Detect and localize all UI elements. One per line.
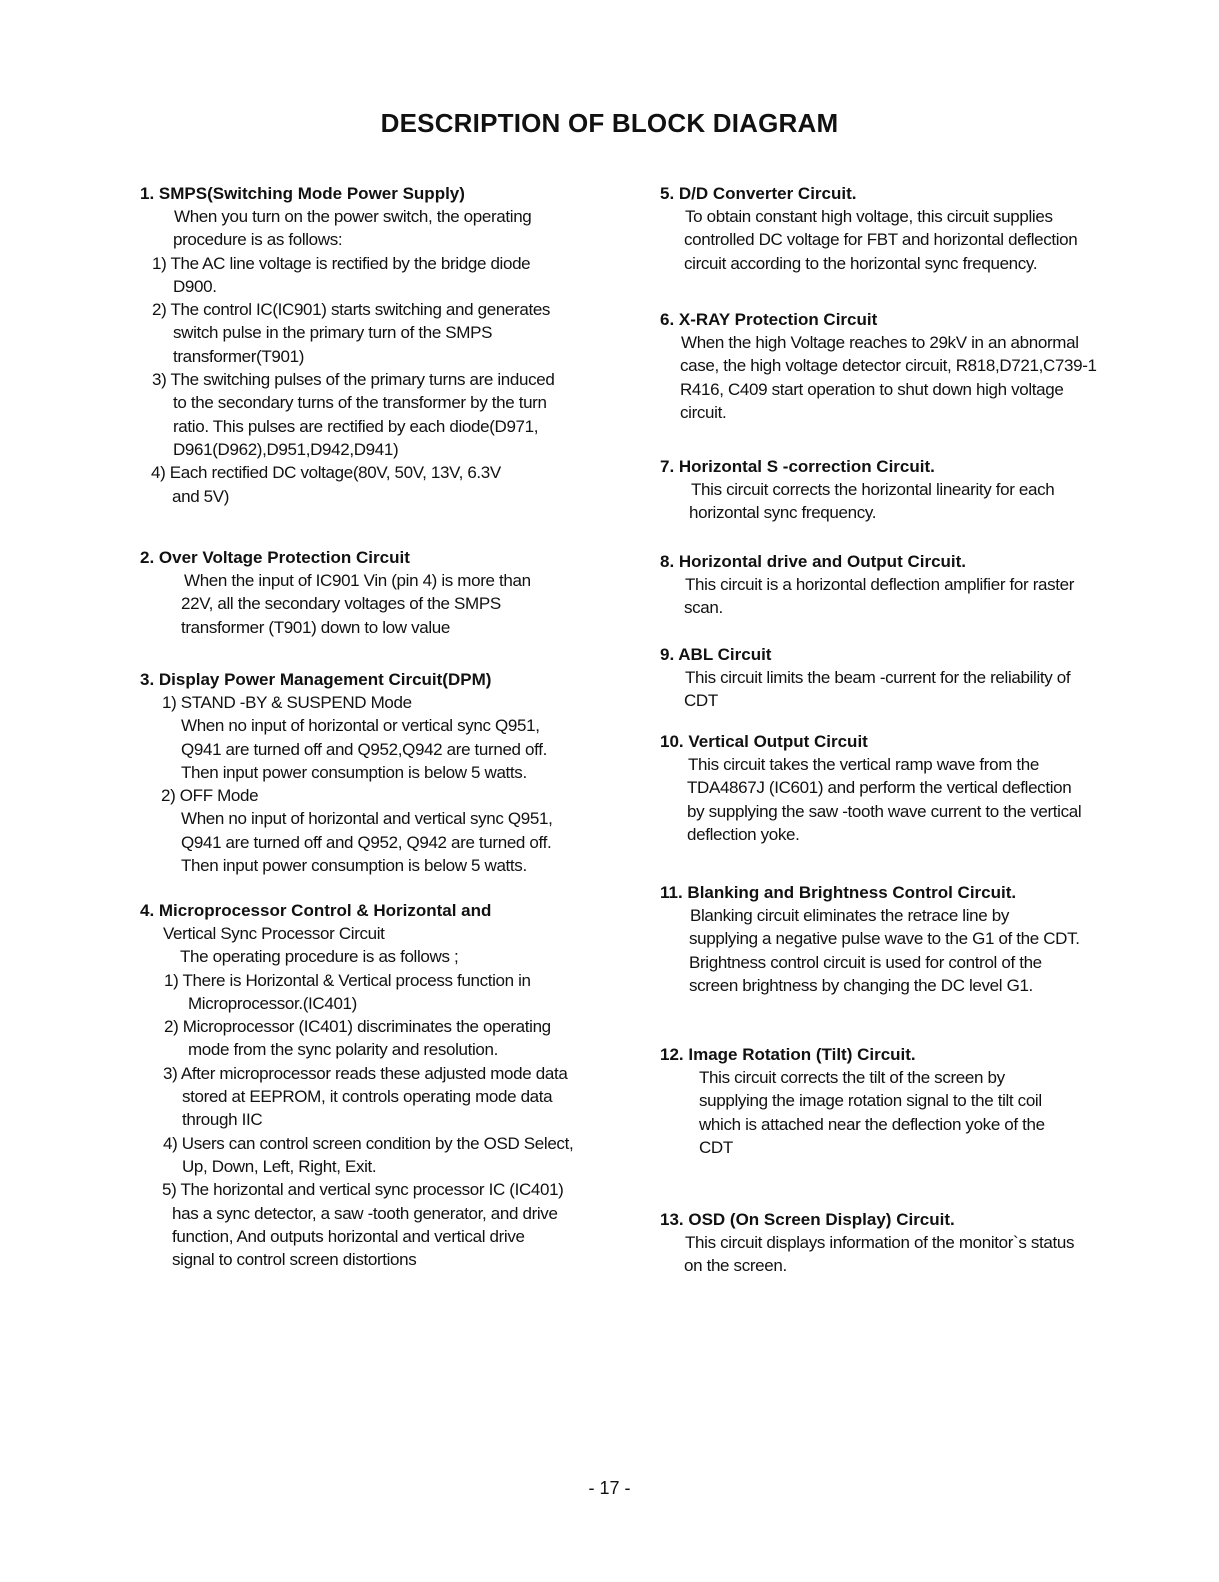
body-line: ratio. This pulses are rectified by each diode(D971,	[173, 416, 539, 436]
body-line: When no input of horizontal or vertical sync Q951,	[181, 716, 540, 736]
body-line: Then input power consumption is below 5 watts.	[181, 856, 527, 876]
section-microprocessor	[140, 899, 610, 1271]
section-body	[660, 1066, 1140, 1159]
section-title: 8. Horizontal drive and Output Circuit.	[660, 552, 967, 571]
body-line: Brightness control circuit is used for control of the	[689, 952, 1042, 972]
section-body	[660, 753, 1140, 846]
section-dd-converter	[660, 182, 1140, 275]
section-smps	[140, 182, 610, 508]
section-body	[660, 205, 1140, 275]
body-line: TDA4867J (IC601) and perform the vertical deflection	[687, 778, 1072, 798]
section-title: 12. Image Rotation (Tilt) Circuit.	[660, 1045, 916, 1064]
body-line: The operating procedure is as follows ;	[180, 947, 459, 967]
body-line: D961(D962),D951,D942,D941)	[173, 439, 399, 459]
body-line: through IIC	[182, 1110, 263, 1130]
body-line: circuit according to the horizontal sync frequency.	[684, 253, 1038, 273]
section-title: 1. SMPS(Switching Mode Power Supply)	[140, 184, 465, 203]
page-title: DESCRIPTION OF BLOCK DIAGRAM	[380, 108, 839, 138]
body-line: Microprocessor.(IC401)	[188, 993, 357, 1013]
body-line: transformer(T901)	[173, 346, 305, 366]
body-line: 1) STAND -BY & SUSPEND Mode	[162, 693, 412, 712]
page-number: - 17 -	[588, 1478, 631, 1498]
body-line: which is attached near the deflection yoke of the	[699, 1114, 1045, 1134]
body-line: This circuit corrects the horizontal linearity for each	[691, 480, 1055, 499]
body-line: on the screen.	[684, 1256, 787, 1276]
section-body	[140, 205, 610, 508]
section-body	[660, 331, 1140, 424]
section-blanking	[660, 881, 1140, 997]
body-line: 5) The horizontal and vertical sync processor IC (IC401)	[162, 1180, 564, 1200]
body-line: When the high Voltage reaches to 29kV in an abnormal	[681, 333, 1079, 352]
body-line: CDT	[699, 1137, 733, 1157]
body-line: This circuit is a horizontal deflection amplifier for raster	[685, 575, 1075, 594]
body-line: 2) The control IC(IC901) starts switching and generates	[152, 300, 551, 320]
body-line: horizontal sync frequency.	[689, 503, 877, 523]
body-line: Blanking circuit eliminates the retrace line by	[690, 906, 1009, 925]
section-body	[660, 666, 1140, 713]
section-body	[140, 569, 610, 639]
section-abl	[660, 643, 1140, 713]
section-body	[140, 922, 610, 1271]
body-line: switch pulse in the primary turn of the SMPS	[173, 323, 493, 343]
section-body	[660, 573, 1140, 620]
body-line: by supplying the saw -tooth wave current to the vertical	[687, 801, 1082, 821]
section-horizontal-drive	[660, 550, 1140, 620]
body-line: case, the high voltage detector circuit, R818,D721,C739-1	[680, 356, 1097, 376]
section-over-voltage	[140, 546, 610, 639]
body-line: supplying a negative pulse wave to the G1 of the CDT.	[689, 929, 1080, 949]
body-line: signal to control screen distortions	[172, 1250, 417, 1270]
section-title: 5. D/D Converter Circuit.	[660, 184, 857, 203]
body-line: CDT	[684, 691, 718, 711]
section-title: 4. Microprocessor Control & Horizontal and	[140, 901, 492, 920]
section-title: 10. Vertical Output Circuit	[660, 732, 868, 751]
body-line: This circuit displays information of the monitor`s status	[685, 1233, 1075, 1252]
section-s-correction	[660, 455, 1140, 525]
section-body	[660, 904, 1140, 997]
section-title: 2. Over Voltage Protection Circuit	[140, 548, 410, 567]
body-line: and 5V)	[172, 486, 230, 506]
body-line: 1) There is Horizontal & Vertical process function in	[164, 970, 531, 990]
section-osd	[660, 1208, 1140, 1278]
body-line: mode from the sync polarity and resolution.	[188, 1040, 499, 1060]
body-line: stored at EEPROM, it controls operating mode data	[182, 1087, 553, 1107]
body-line: To obtain constant high voltage, this circuit supplies	[685, 207, 1053, 226]
body-line: controlled DC voltage for FBT and horizontal deflection	[684, 230, 1078, 250]
body-line: This circuit limits the beam -current for the reliability of	[685, 668, 1071, 687]
body-line: circuit.	[680, 402, 727, 422]
body-line: D900.	[173, 276, 217, 296]
body-line: to the secondary turns of the transformer by the turn	[173, 393, 547, 413]
section-title: 13. OSD (On Screen Display) Circuit.	[660, 1210, 955, 1229]
section-title: 7. Horizontal S -correction Circuit.	[660, 457, 935, 476]
body-line: 4) Users can control screen condition by the OSD Select,	[163, 1133, 574, 1153]
body-line: When the input of IC901 Vin (pin 4) is more than	[184, 571, 531, 590]
section-title: 6. X-RAY Protection Circuit	[660, 310, 878, 329]
body-line: Vertical Sync Processor Circuit	[163, 924, 385, 943]
body-line: Then input power consumption is below 5 watts.	[181, 762, 527, 782]
body-line: R416, C409 start operation to shut down high voltage	[680, 379, 1064, 399]
section-body	[140, 691, 610, 877]
section-title: 9. ABL Circuit	[660, 645, 772, 664]
body-line: 1) The AC line voltage is rectified by the bridge diode	[152, 253, 531, 273]
section-body	[660, 478, 1140, 525]
body-line: procedure is as follows:	[173, 230, 343, 250]
body-line: Q941 are turned off and Q952, Q942 are turned off.	[181, 832, 552, 852]
body-line: Up, Down, Left, Right, Exit.	[182, 1156, 377, 1176]
section-body	[660, 1231, 1140, 1278]
body-line: transformer (T901) down to low value	[181, 617, 450, 637]
body-line: screen brightness by changing the DC level G1.	[689, 975, 1033, 995]
body-line: 4) Each rectified DC voltage(80V, 50V, 13V, 6.3V	[151, 463, 501, 483]
body-line: supplying the image rotation signal to the tilt coil	[699, 1091, 1042, 1111]
body-line: 2) OFF Mode	[161, 786, 259, 806]
body-line: When you turn on the power switch, the operating	[174, 207, 532, 226]
body-line: 22V, all the secondary voltages of the SMPS	[181, 594, 501, 614]
section-image-rotation	[660, 1043, 1140, 1159]
body-line: has a sync detector, a saw -tooth generator, and drive	[172, 1203, 558, 1223]
body-line: This circuit takes the vertical ramp wave from the	[688, 755, 1039, 774]
body-line: 3) After microprocessor reads these adjusted mode data	[163, 1063, 568, 1083]
body-line: This circuit corrects the tilt of the screen by	[699, 1068, 1005, 1087]
body-line: 3) The switching pulses of the primary turns are induced	[152, 370, 555, 390]
body-line: deflection yoke.	[687, 824, 800, 844]
section-title: 11. Blanking and Brightness Control Circuit.	[660, 883, 1017, 902]
body-line: 2) Microprocessor (IC401) discriminates the operating	[164, 1017, 551, 1037]
section-dpm	[140, 668, 610, 877]
body-line: Q941 are turned off and Q952,Q942 are turned off.	[181, 739, 547, 759]
section-title: 3. Display Power Management Circuit(DPM)	[140, 670, 492, 689]
body-line: function, And outputs horizontal and vertical drive	[172, 1226, 525, 1246]
body-line: When no input of horizontal and vertical sync Q951,	[181, 809, 553, 829]
section-vertical-output	[660, 730, 1140, 846]
body-line: scan.	[684, 598, 723, 618]
section-xray-protection	[660, 308, 1140, 424]
